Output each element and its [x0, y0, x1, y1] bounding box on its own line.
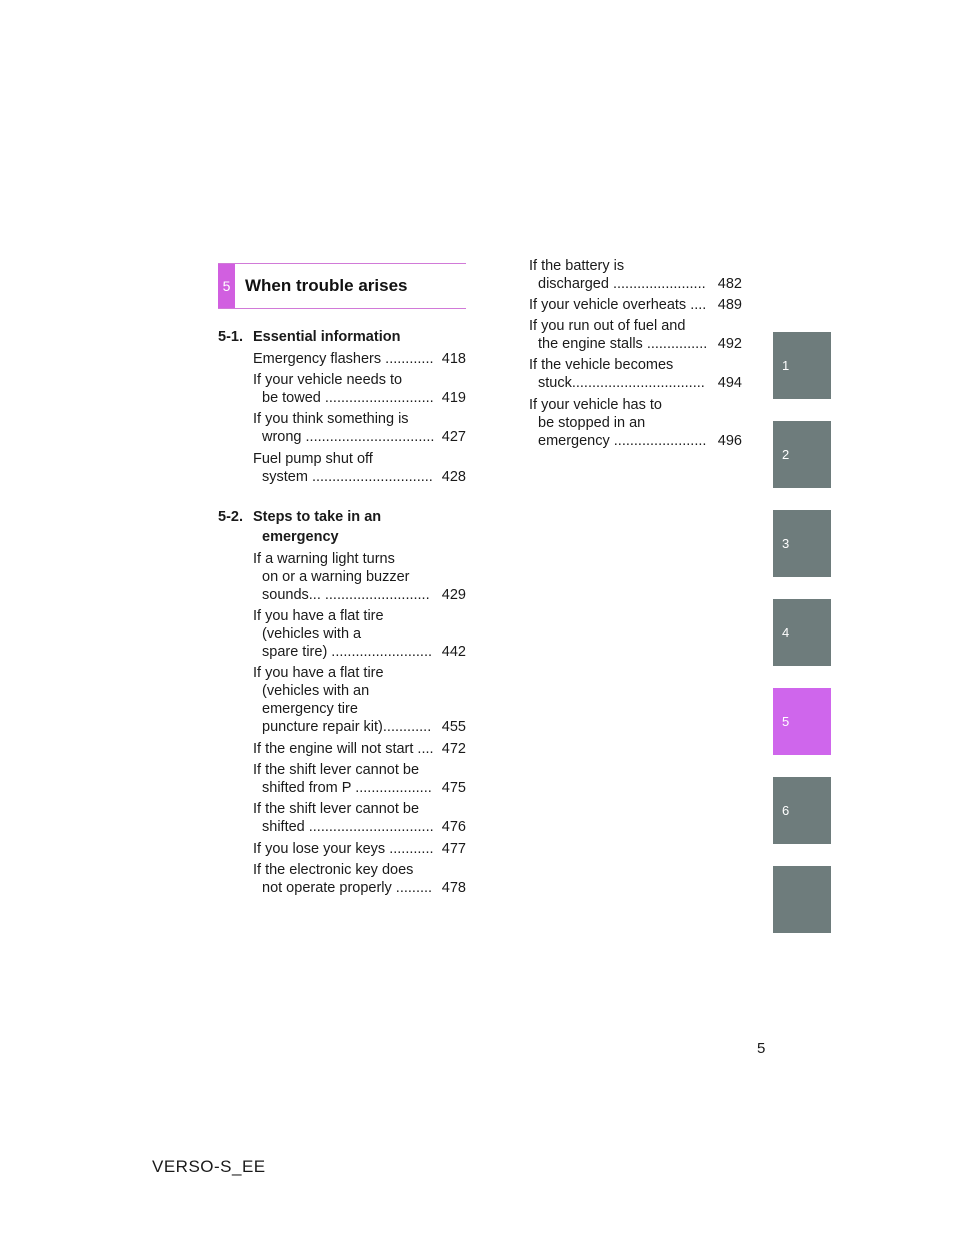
toc-entry[interactable] — [253, 800, 466, 836]
tab-label: 2 — [782, 447, 790, 462]
toc-page-number: 442 — [441, 644, 466, 660]
group-number: 5-2. — [218, 509, 243, 525]
toc-entry-text: Fuel pump shut off — [253, 451, 373, 467]
toc-entry-text: If the shift lever cannot be — [253, 801, 420, 817]
toc-entry[interactable] — [253, 761, 466, 797]
toc-page-number: 482 — [717, 276, 742, 292]
group-title: Steps to take in an — [253, 509, 382, 525]
toc-page-number: 429 — [441, 587, 466, 603]
tab-label: 3 — [782, 536, 790, 551]
tab-label: 6 — [782, 803, 790, 818]
toc-entry[interactable] — [529, 257, 742, 293]
toc-entry-text: If you have a flat tire — [253, 608, 384, 624]
toc-entry-text: not operate properly ......... — [262, 880, 433, 896]
chapter-tab-index[interactable] — [773, 866, 831, 933]
tab-label: 1 — [782, 358, 790, 373]
toc-page-number: 455 — [441, 719, 466, 735]
toc-entry-text: system .............................. — [262, 469, 433, 485]
chapter-tab-2[interactable] — [773, 421, 831, 488]
chapter-tab-5[interactable] — [773, 688, 831, 755]
toc-entry-text: If your vehicle has to — [529, 397, 662, 413]
toc-entry[interactable] — [253, 664, 466, 736]
toc-entry[interactable] — [253, 350, 466, 368]
toc-entry-text: sounds... .......................... — [262, 587, 430, 603]
toc-page-number: 419 — [441, 390, 466, 406]
toc-entry-text: If a warning light turns — [253, 551, 395, 567]
toc-entry-text: If you run out of fuel and — [529, 318, 686, 334]
group-heading-5-1 — [218, 328, 401, 346]
section-title: When trouble arises — [245, 276, 408, 295]
toc-entry-text: If the engine will not start .... — [253, 741, 434, 757]
section-header — [218, 263, 466, 309]
chapter-tab-4[interactable] — [773, 599, 831, 666]
toc-entry[interactable] — [529, 296, 742, 314]
toc-entry-text: wrong ................................ — [262, 429, 435, 445]
toc-page-number: 428 — [441, 469, 466, 485]
toc-entry-text: If your vehicle needs to — [253, 372, 403, 388]
toc-entry-text: emergency ....................... — [538, 433, 707, 449]
tab-label: 5 — [782, 714, 790, 729]
toc-entry-text: If your vehicle overheats .... — [529, 297, 707, 313]
toc-entry[interactable] — [253, 861, 466, 897]
toc-entry-text: If you lose your keys ........... — [253, 841, 434, 857]
page-number: 5 — [757, 1040, 766, 1057]
toc-entry-text: discharged ....................... — [538, 276, 706, 292]
toc-entry[interactable] — [253, 450, 466, 486]
toc-entry-text: puncture repair kit)............ — [262, 719, 432, 735]
toc-entry[interactable] — [529, 356, 742, 392]
toc-entry[interactable] — [253, 840, 466, 858]
section-number-badge: 5 — [218, 264, 235, 308]
toc-page-number: 418 — [441, 351, 466, 367]
toc-entry-text: If the shift lever cannot be — [253, 762, 420, 778]
group-title: Essential information — [253, 329, 401, 345]
toc-page-number: 489 — [717, 297, 742, 313]
toc-entry[interactable] — [253, 607, 466, 661]
toc-entry-text: be towed ........................... — [262, 390, 434, 406]
toc-entry-text: the engine stalls ............... — [538, 336, 708, 352]
toc-page-number: 427 — [441, 429, 466, 445]
toc-entry-text: stuck................................. — [538, 375, 705, 391]
toc-entry-text: If the vehicle becomes — [529, 357, 674, 373]
toc-entry-text: If you think something is — [253, 411, 409, 427]
toc-page-number: 496 — [717, 433, 742, 449]
toc-entry-text: be stopped in an — [538, 415, 646, 431]
toc-entry-text: shifted ............................... — [262, 819, 434, 835]
toc-page-number: 475 — [441, 780, 466, 796]
toc-page-number: 476 — [441, 819, 466, 835]
toc-entry-text: shifted from P ................... — [262, 780, 432, 796]
toc-entry[interactable] — [253, 410, 466, 446]
tab-label: 4 — [782, 625, 790, 640]
toc-entry-text: on or a warning buzzer — [262, 569, 410, 585]
toc-entry[interactable] — [253, 550, 466, 604]
chapter-tab-3[interactable] — [773, 510, 831, 577]
toc-entry[interactable] — [529, 396, 742, 450]
group-title-continued: emergency — [262, 529, 339, 545]
group-heading-5-2 — [218, 508, 466, 546]
toc-page-number: 494 — [717, 375, 742, 391]
toc-entry[interactable] — [529, 317, 742, 353]
chapter-tab-1[interactable] — [773, 332, 831, 399]
toc-entry-text: If the battery is — [529, 258, 625, 274]
toc-entry-text: If you have a flat tire — [253, 665, 384, 681]
toc-page-number: 492 — [717, 336, 742, 352]
toc-entry-text: (vehicles with an — [262, 683, 370, 699]
group-number: 5-1. — [218, 329, 243, 345]
toc-entry-text: (vehicles with a — [262, 626, 362, 642]
toc-page-number: 477 — [441, 841, 466, 857]
toc-entry[interactable] — [253, 371, 466, 407]
toc-page-number: 472 — [441, 741, 466, 757]
chapter-tab-6[interactable] — [773, 777, 831, 844]
toc-entry[interactable] — [253, 740, 466, 758]
toc-page-number: 478 — [441, 880, 466, 896]
toc-entry-text: emergency tire — [262, 701, 358, 717]
document-code: VERSO-S_EE — [152, 1157, 266, 1176]
toc-entry-text: spare tire) ......................... — [262, 644, 433, 660]
toc-entry-text: Emergency flashers ............ — [253, 351, 434, 367]
toc-entry-text: If the electronic key does — [253, 862, 414, 878]
